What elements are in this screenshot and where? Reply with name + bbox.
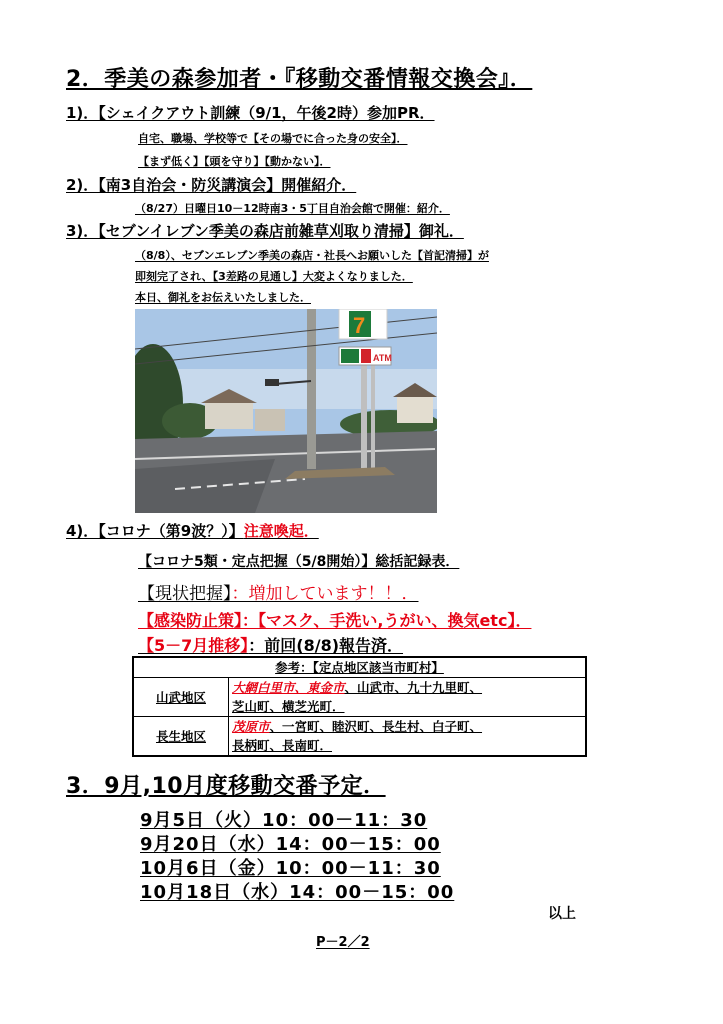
- item3-line3: 本日、御礼をお伝えいたしました．: [135, 291, 311, 304]
- status-value: ：増加しています！！．: [231, 584, 419, 604]
- item1-heading: 1)．【シェイクアウト訓練（9/1，午後2時）参加PR．: [66, 104, 435, 122]
- schedule-item-2: 9月20日（水）14：00－15：00: [140, 834, 441, 855]
- item4-alert-text: 注意喚起．: [243, 522, 319, 540]
- schedule-item-1: 9月5日（火）10：00－11：30: [140, 810, 428, 831]
- item3-heading: 3)．【セブンイレブン季美の森店前雑草刈取り清掃】御礼．: [66, 222, 464, 240]
- store-photo: [135, 309, 437, 513]
- item1-line2: 【まず低く】【頭を守り】【動かない】．: [138, 155, 331, 168]
- atm-sign-text: ATM: [373, 353, 392, 363]
- prevention-value: ：【マスク、手洗い,うがい、換気etc】．: [242, 611, 532, 630]
- trend-label: 【5－7月推移】: [138, 636, 249, 655]
- item2-line1: （8/27）日曜日10－12時南3・5丁目自治会館で開催：紹介．: [135, 202, 450, 215]
- page-number: P－2／2: [316, 935, 370, 950]
- prevention-line: [138, 608, 531, 631]
- section2-title: 2．季美の森参加者・『移動交番情報交換会』．: [66, 67, 533, 92]
- closing-text: 以上: [548, 906, 576, 922]
- schedule-item-3: 10月6日（金）10：00－11：30: [140, 858, 441, 879]
- seven-eleven-logo: 7: [353, 313, 366, 338]
- area-name-chosei: 長生地区: [133, 717, 229, 757]
- prevention-label: 【感染防止策】: [138, 611, 243, 630]
- towns-chosei-2: 長柄町、長南町．: [229, 736, 587, 756]
- reference-table: [132, 656, 587, 757]
- reference-table-header-row: [133, 657, 586, 678]
- status-line: [138, 579, 419, 604]
- item1-line1: 自宅、職場、学校等で【その場でに合った身の安全】．: [138, 132, 408, 145]
- area-name-sanbu: 山武地区: [133, 678, 229, 717]
- status-label: 【現状把握】: [138, 584, 232, 604]
- table-row: [133, 678, 586, 698]
- schedule-item-4: 10月18日（水）14：00－15：00: [140, 882, 455, 903]
- trend-line: [138, 633, 403, 656]
- towns-sanbu-2: 芝山町、横芝光町．: [229, 697, 587, 717]
- item3-line2: 即刻完了され、【3差路の見通し】大変よくなりました．: [135, 270, 413, 283]
- towns-chosei-1: 茂原市、一宮町、睦沢町、長生村、白子町、: [229, 717, 587, 737]
- trend-value: ：前回(8/8)報告済．: [248, 636, 404, 655]
- item4-sub: 【コロナ5類・定点把握（5/8開始）】総括記録表．: [138, 554, 460, 570]
- towns-sanbu-1: 大網白里市、東金市、山武市、九十九里町、: [229, 678, 587, 698]
- reference-table-header: 参考：【定点地区該当市町村】: [133, 657, 586, 678]
- section3-title: 3．9月,10月度移動交番予定．: [66, 774, 386, 799]
- item2-heading: 2)．【南3自治会・防災講演会】開催紹介．: [66, 176, 357, 194]
- item3-line1: （8/8）、セブンエレブン季美の森店・社長へお願いした【首記清掃】が: [135, 249, 489, 262]
- street-scene-image: [135, 309, 437, 513]
- item4-heading-text: 4)．【コロナ（第9波？）】: [66, 522, 244, 540]
- table-row: [133, 717, 586, 737]
- item4-heading: [66, 520, 319, 541]
